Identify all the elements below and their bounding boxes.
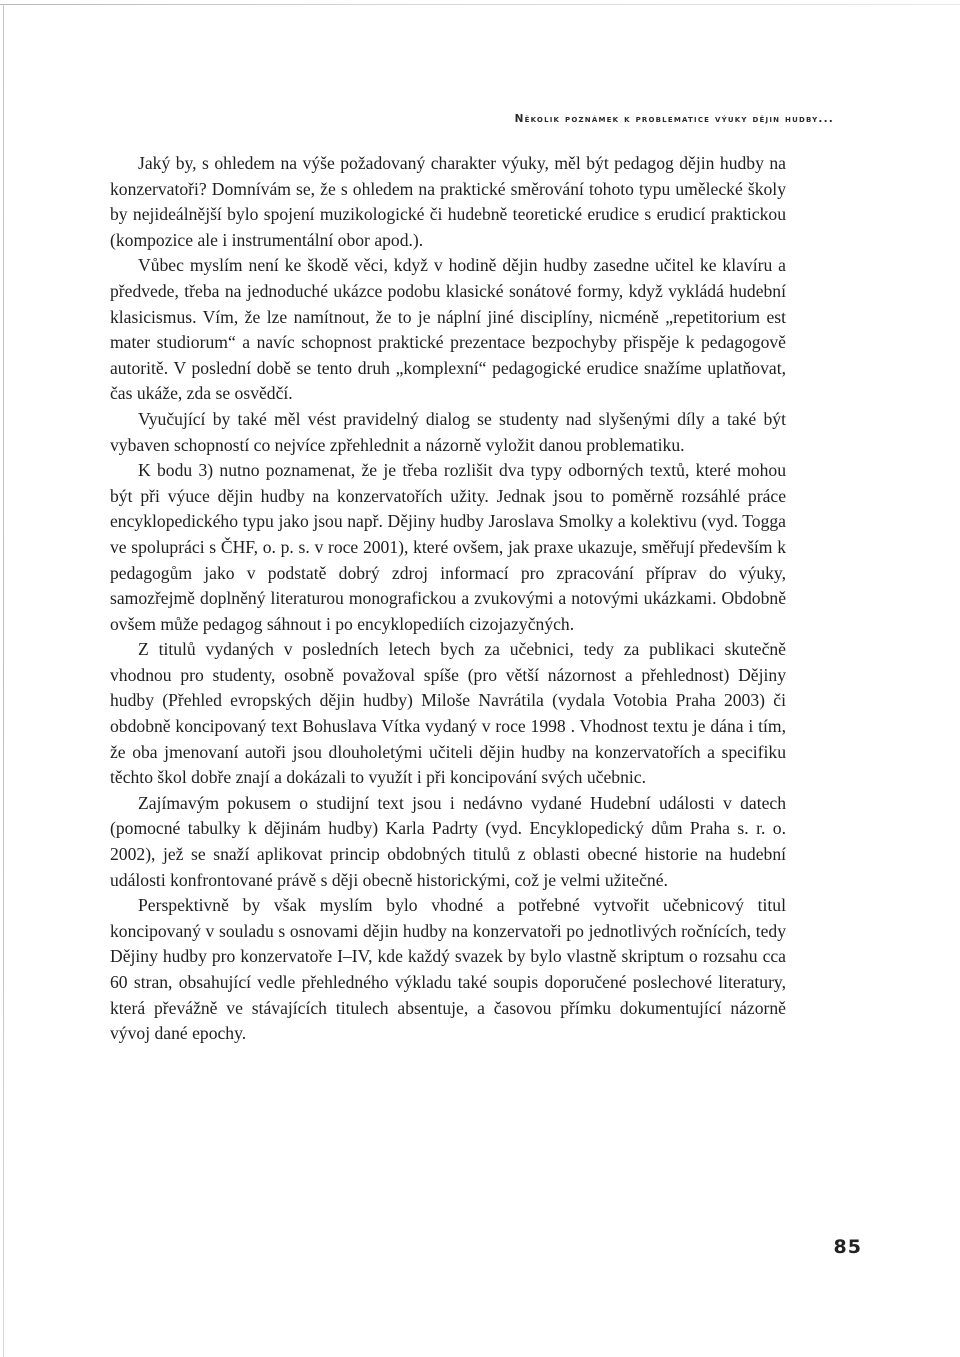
paragraph-5: Z titulů vydaných v posledních letech bych za učebnici, tedy za publikaci skutečně vhodnou pro studenty, osobně považoval spíše (pro větší názornost a přehlednost) Dějiny hudby (Přehled evropských dějin hudby) Miloše Navrátila (vydala Votobia Praha 2003) či obdobně koncipovaný text Bohuslava Vítka vydaný v roce 1998 . Vhodnost textu je dána i tím, že oba jmenovaní autoři jsou dlouholetými učiteli dějin hudby na konzervatořích a specifiku těchto škol dobře znají a dokázali to využít i při koncipování svých učebnic. (110, 639, 786, 788)
paragraph-1: Jaký by, s ohledem na výše požadovaný charakter výuky, měl být pedagog dějin hudby na konzervatoři? Domnívám se, že s ohledem na praktické směrování tohoto typu umělecké školy by nejideálnější bylo spojení muzikologické či hudebně teoretické erudice s erudicí praktickou (kompozice ale i instrumentální obor apod.). (110, 153, 786, 250)
running-header: Několik poznámek k problematice výuky dějin hudby... (514, 113, 834, 125)
paragraph-4: K bodu 3) nutno poznamenat, že je třeba rozlišit dva typy odborných textů, které mohou být při výuce dějin hudby na konzervatořích užity. Jednak jsou to poměrně rozsáhlé práce encyklopedického typu jako jsou např. Dějiny hudby Jaroslava Smolky a kolektivu (vyd. Togga ve spolupráci s ČHF, o. p. s. v roce 2001), které ovšem, jak praxe ukazuje, směřují především k pedagogům jako v podstatě dobrý zdroj informací pro zpracování příprav do výuky, samozřejmě doplněný literaturou monografickou a zvukovými a notovými ukázkami. Obdobně ovšem může pedagog sáhnout i po encyklopediích cizojazyčných. (110, 460, 786, 634)
page-number: 85 (833, 1236, 862, 1258)
paragraph-2: Vůbec myslím není ke škodě věci, když v hodině dějin hudby zasedne učitel ke klavíru a předvede, třeba na jednoduché ukázce podobu klasické sonátové formy, když vykládá hudební klasicismus. Vím, že lze namítnout, že to je náplní jiné disciplíny, nicméně „repetitorium est mater studiorum“ a navíc schopnost praktické prezentace bezpochyby přispěje k pedagogově autoritě. V poslední době se tento druh „komplexní“ pedagogické erudice snažíme uplatňovat, čas ukáže, zda se osvědčí. (110, 255, 786, 404)
scan-edge-top (0, 4, 960, 5)
paragraph-7: Perspektivně by však myslím bylo vhodné a potřebné vytvořit učebnicový titul koncipovaný v souladu s osnovami dějin hudby na konzervatoři po jednotlivých ročnících, tedy Dějiny hudby pro konzervatoře I–IV, kde každý svazek by bylo vlastně skriptum o rozsahu cca 60 stran, obsahující vedle přehledného výkladu také soupis doporučené poslechové literatury, která převážně ve stávajících titulech absentuje, a časovou přímku dokumentující názorně vývoj dané epochy. (110, 895, 786, 1044)
scan-edge-left (3, 4, 4, 1357)
paragraph-6: Zajímavým pokusem o studijní text jsou i nedávno vydané Hudební události v datech (pomocné tabulky k dějinám hudby) Karla Padrty (vyd. Encyklopedický dům Praha s. r. o. 2002), jež se snaží aplikovat princip obdobných titulů z oblasti obecné historie na hudební události konfrontované právě s ději obecně historickými, což je velmi užitečné. (110, 792, 786, 890)
paragraph-3: Vyučující by také měl vést pravidelný dialog se studenty nad slyšenými díly a také být vybaven schopností co nejvíce zpřehlednit a názorně vyložit danou problematiku. (110, 408, 786, 455)
body-text (110, 151, 786, 1047)
